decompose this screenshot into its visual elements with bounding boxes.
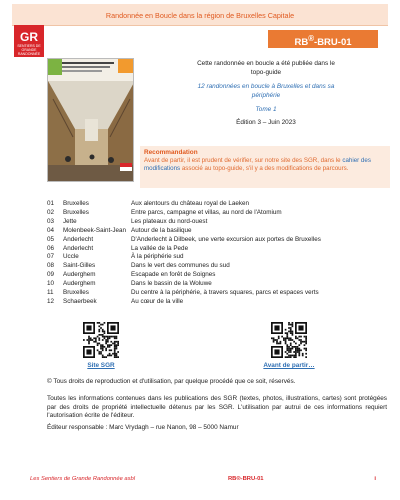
qr-label-before-leaving[interactable]: Avant de partir… <box>263 362 315 369</box>
route-town: Saint-Gilles <box>63 262 96 270</box>
route-number: 02 <box>47 208 55 216</box>
recommendation-text <box>144 157 386 173</box>
guide-title-line-2: périphérie <box>251 91 281 99</box>
gr-logo <box>14 25 44 57</box>
route-row <box>47 236 387 245</box>
responsible-editor: Éditeur responsable : Marc Vrydagh – rue Nanon, 98 – 5000 Namur <box>47 424 239 431</box>
qr-code-sgr-site[interactable] <box>83 322 119 358</box>
footer-route-code: RB®-BRU-01 <box>228 476 264 482</box>
route-town: Anderlecht <box>63 244 94 252</box>
route-town: Auderghem <box>63 280 96 288</box>
intellectual-property-notice: Toutes les informations contenues dans les publications des SGR (textes, photos, illustrations, cartes) sont protégées par des droits de propriété intellectuelle détenus par les SGR. L'utilisation par autrui de ces informations requiert l'autorisation écrite de l'éditeur. <box>47 395 387 420</box>
header-band <box>12 4 388 26</box>
route-row <box>47 298 387 307</box>
route-title: Entre parcs, campagne et villas, au nord de l'Atomium <box>131 208 282 216</box>
route-town: Anderlecht <box>63 235 94 243</box>
route-title: Dans le vert des communes du sud <box>131 262 230 270</box>
modifications-link[interactable]: cahier des modifications <box>144 157 371 172</box>
guide-edition: Édition 3 – Juin 2023 <box>236 118 296 126</box>
route-title: Les plateaux du nord-ouest <box>131 217 208 225</box>
route-number: 06 <box>47 244 55 252</box>
route-row <box>47 218 387 227</box>
route-number: 03 <box>47 217 55 225</box>
route-title: Dans le bassin de la Woluwe <box>131 280 212 288</box>
route-town: Jette <box>63 217 77 225</box>
route-title: Au cœur de la ville <box>131 297 184 305</box>
route-number: 01 <box>47 200 55 207</box>
route-title: Autour de la basilique <box>131 226 192 234</box>
route-town: Auderghem <box>63 271 96 279</box>
route-title: Aux alentours du château royal de Laeken <box>131 200 249 207</box>
route-row <box>47 200 387 209</box>
route-code-badge <box>268 30 378 48</box>
route-town: Uccle <box>63 253 79 261</box>
route-row <box>47 271 387 280</box>
route-town: Molenbeek-Saint-Jean <box>63 226 127 234</box>
route-title: La vallée de la Pede <box>131 244 189 252</box>
recommendation-title: Recommandation <box>144 149 198 156</box>
qr-label-site-sgr[interactable]: Site SGR <box>87 362 115 369</box>
header-title: Randonnée en Boucle dans la région de Bruxelles Capitale <box>105 11 295 20</box>
route-town: Schaerbeek <box>63 297 97 305</box>
route-town: Bruxelles <box>63 289 89 297</box>
logo-subtitle: SENTIERS DE GRANDE RANDONNÉE <box>17 44 41 56</box>
recommendation-box <box>140 146 390 188</box>
info-line-2: topo-guide <box>250 68 282 76</box>
route-row <box>47 289 387 298</box>
route-row <box>47 227 387 236</box>
route-row <box>47 253 387 262</box>
route-number: 04 <box>47 226 55 234</box>
code-registered-mark: ® <box>308 34 315 43</box>
code-prefix: RB <box>294 37 309 49</box>
route-number: 05 <box>47 235 55 243</box>
route-number: 09 <box>47 271 55 279</box>
route-row <box>47 280 387 289</box>
logo-text: GR <box>20 30 38 44</box>
routes-list <box>47 200 387 307</box>
guide-title-line-1: 12 randonnées en boucle à Bruxelles et dans sa <box>197 83 335 91</box>
route-number: 12 <box>47 297 55 305</box>
route-row <box>47 245 387 254</box>
publication-info <box>150 60 382 128</box>
route-number: 11 <box>47 289 54 297</box>
route-row <box>47 262 387 271</box>
copyright-notice: © Tous droits de reproduction et d'utilisation, par quelque procédé que ce soit, réservés. <box>47 378 296 385</box>
route-town: Bruxelles <box>63 208 89 216</box>
topo-guide-cover-image <box>47 58 134 182</box>
route-number: 07 <box>47 253 55 261</box>
info-line-1: Cette randonnée en boucle a été publiée dans le <box>197 60 335 67</box>
code-suffix: -BRU-01 <box>314 37 352 49</box>
route-row <box>47 209 387 218</box>
footer-page-number: i <box>374 476 376 482</box>
recommendation-text-a: Avant de partir, il est prudent de vérifier, sur notre site des SGR, dans le <box>144 157 341 164</box>
route-title: À la périphérie sud <box>131 253 184 261</box>
route-number: 10 <box>47 280 55 288</box>
route-number: 08 <box>47 262 55 270</box>
qr-code-before-leaving[interactable] <box>271 322 307 358</box>
route-town: Bruxelles <box>63 200 89 207</box>
guide-tome: Tome 1 <box>255 106 277 114</box>
route-title: Du centre à la périphérie, à travers squares, parcs et espaces verts <box>131 289 319 297</box>
recommendation-text-b: associé au topo-guide, s'il y a des modifications de parcours. <box>181 165 349 172</box>
route-title: Escapade en forêt de Soignes <box>131 271 216 279</box>
footer-organization: Les Sentiers de Grande Randonnée asbl <box>30 476 136 482</box>
route-title: D'Anderlecht à Dilbeek, une verte excursion aux portes de Bruxelles <box>131 235 321 243</box>
